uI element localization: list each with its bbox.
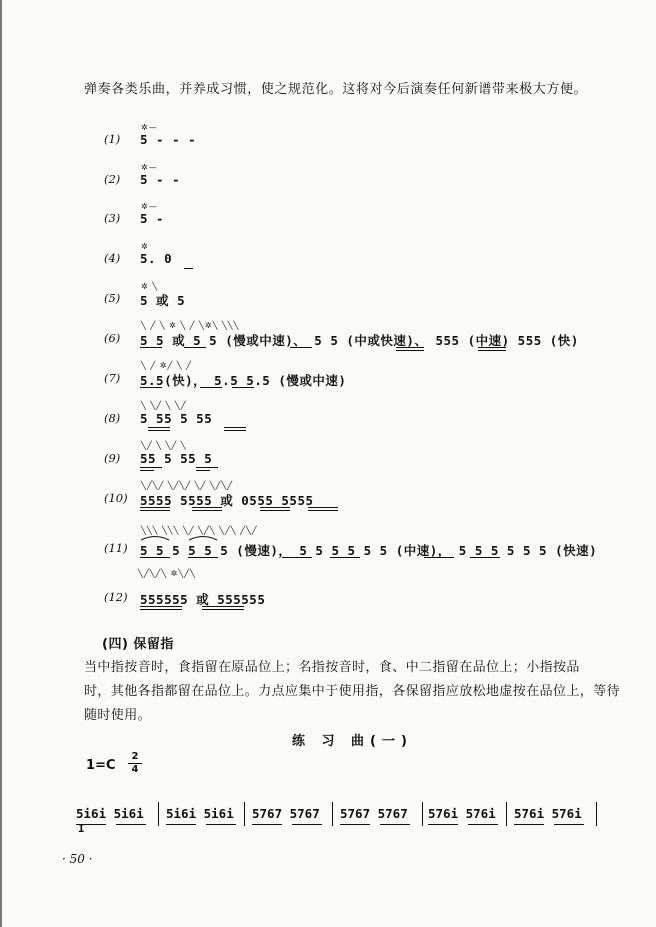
underline bbox=[396, 347, 424, 348]
underline bbox=[188, 557, 218, 558]
stroke-mark: ╲╱╲╱╲ ✲╲╱╲ bbox=[138, 569, 196, 578]
measure: 5767 5767 bbox=[340, 806, 408, 821]
stroke-mark: ╲╲╲ ╲╲╲ ╲╱ ╲╱╲ ╲╱╲ ╱╲╱ bbox=[141, 526, 258, 535]
underline bbox=[192, 507, 222, 508]
stroke-mark: ╲ ╲╱ ╲ ╲╱ bbox=[141, 401, 187, 410]
tremolo-mark: ✲— bbox=[141, 202, 158, 211]
underline bbox=[166, 824, 196, 825]
underline bbox=[140, 609, 182, 610]
measure: 5i6i 5i6i bbox=[166, 806, 234, 821]
stroke-mark: ╲╱╲╱ ╲╱╲╱ ╲╱ ╲╱╲╱ bbox=[141, 481, 234, 490]
example-notes: 5 55 5 55 bbox=[140, 411, 213, 426]
example-number: (6) bbox=[104, 331, 121, 345]
paragraph-line: 时，其他各指都留在品位上。力点应集中于使用指，各保留指应放松地虚按在品位上，等待 bbox=[84, 684, 621, 699]
example-number: (7) bbox=[104, 371, 121, 385]
underline bbox=[140, 470, 154, 471]
underline bbox=[252, 824, 282, 825]
intro-text: 弹奏各类乐曲，并养成习惯，使之规范化。这将对今后演奏任何新谱带来极大方便。 bbox=[84, 82, 588, 97]
example-number: (3) bbox=[104, 211, 121, 225]
underline bbox=[140, 347, 162, 348]
underline bbox=[282, 557, 312, 558]
tremolo-mark: ✲— bbox=[141, 163, 158, 172]
measure: 576i 576i bbox=[514, 806, 582, 821]
underline bbox=[478, 347, 506, 348]
stroke-mark: ╲ ╱ ✲╱ ╲ ╱ bbox=[141, 361, 192, 370]
underline bbox=[340, 824, 370, 825]
underline bbox=[116, 824, 146, 825]
barline bbox=[158, 802, 159, 826]
stroke-mark: ╲ ╱ ╲ ✲ ╲ ╱ ╲✲╲ ╲╲╲ bbox=[141, 321, 240, 330]
underline bbox=[184, 268, 193, 269]
measure: 576i 576i bbox=[428, 806, 496, 821]
underline bbox=[200, 387, 222, 388]
underline bbox=[184, 347, 206, 348]
example-number: (2) bbox=[104, 172, 121, 186]
example-notes: 5. 0 bbox=[140, 251, 173, 266]
underline bbox=[292, 824, 322, 825]
example-notes: 5 - - bbox=[140, 172, 181, 187]
underline bbox=[232, 387, 254, 388]
underline bbox=[330, 557, 360, 558]
underline bbox=[140, 606, 182, 607]
measure: 5i6i 5i6i bbox=[76, 806, 144, 821]
key-signature: 1=C bbox=[86, 758, 116, 773]
example-number: (4) bbox=[104, 251, 121, 265]
example-notes: 55 5 55 5 bbox=[140, 451, 213, 466]
barline bbox=[596, 802, 597, 826]
example-notes: 5.5(快)， 5.5 5.5 (慢或中速) bbox=[140, 373, 347, 388]
underline bbox=[140, 507, 170, 508]
underline bbox=[196, 467, 218, 468]
underline bbox=[224, 427, 246, 428]
example-notes: 5 5 或 5 5 (慢或中速)、 5 5 (中或快速)、 555 (中速) 555 (快) bbox=[140, 333, 579, 348]
example-notes: 5 5 5 5 5 5 (慢速)， 5 5 5 5 5 5 (中速)， 5 5 5 5 5 5 (快速) bbox=[140, 543, 598, 558]
underline bbox=[202, 609, 244, 610]
example-number: (11) bbox=[104, 541, 128, 555]
barline bbox=[332, 802, 333, 826]
example-number: (10) bbox=[104, 491, 128, 505]
underline bbox=[148, 427, 170, 428]
time-signature-top: 2 bbox=[131, 751, 139, 762]
underline bbox=[308, 510, 338, 511]
underline bbox=[140, 510, 170, 511]
tempo-mark: I bbox=[78, 822, 85, 835]
page-edge bbox=[0, 0, 2, 927]
slur-arc bbox=[140, 533, 170, 541]
barline bbox=[244, 802, 245, 826]
underline bbox=[224, 430, 246, 431]
example-notes: 5555 5555 或 0555 5555 bbox=[140, 493, 314, 508]
example-notes: 555555 或 555555 bbox=[140, 592, 266, 607]
time-signature bbox=[128, 752, 142, 775]
underline bbox=[140, 467, 162, 468]
page-number: · 50 · bbox=[62, 852, 93, 866]
example-notes: 5 或 5 bbox=[140, 293, 186, 308]
example-notes: 5 - bbox=[140, 211, 165, 226]
example-number: (1) bbox=[104, 132, 121, 146]
stroke-mark: ✲ ╲ bbox=[141, 282, 159, 291]
underline bbox=[478, 350, 506, 351]
example-number: (8) bbox=[104, 411, 121, 425]
underline bbox=[424, 557, 454, 558]
barline bbox=[506, 802, 507, 826]
example-number: (9) bbox=[104, 451, 121, 465]
underline bbox=[140, 387, 162, 388]
underline bbox=[206, 824, 236, 825]
underline bbox=[202, 606, 244, 607]
underline bbox=[260, 507, 290, 508]
stroke-mark: ╲╱ ╲ ╲╱ ╲ bbox=[141, 441, 187, 450]
tremolo-mark: ✲— bbox=[141, 123, 158, 132]
underline bbox=[140, 557, 170, 558]
underline bbox=[196, 470, 210, 471]
exercise-title: 练 习 曲(一) bbox=[292, 734, 413, 749]
barline bbox=[422, 802, 423, 826]
underline bbox=[428, 824, 458, 825]
underline bbox=[290, 347, 312, 348]
time-signature-bottom: 4 bbox=[131, 764, 139, 775]
underline bbox=[380, 824, 410, 825]
tremolo-mark: ✲ bbox=[141, 242, 149, 251]
example-number: (5) bbox=[104, 291, 121, 305]
underline bbox=[554, 824, 584, 825]
section-heading: (四) 保留指 bbox=[102, 637, 174, 652]
underline bbox=[308, 507, 338, 508]
measure: 5767 5767 bbox=[252, 806, 320, 821]
underline bbox=[192, 510, 222, 511]
example-number: (12) bbox=[104, 590, 128, 604]
slur-arc bbox=[188, 533, 218, 541]
underline bbox=[396, 350, 424, 351]
underline bbox=[148, 430, 170, 431]
underline bbox=[470, 557, 500, 558]
paragraph-line: 当中指按音时，食指留在原品位上；名指按音时，食、中二指留在品位上；小指按品 bbox=[84, 660, 580, 675]
underline bbox=[76, 824, 106, 825]
example-notes: 5 - - - bbox=[140, 132, 197, 147]
underline bbox=[514, 824, 544, 825]
score-line bbox=[76, 800, 616, 835]
paragraph-line: 随时使用。 bbox=[84, 708, 152, 723]
underline bbox=[468, 824, 498, 825]
underline bbox=[260, 510, 290, 511]
